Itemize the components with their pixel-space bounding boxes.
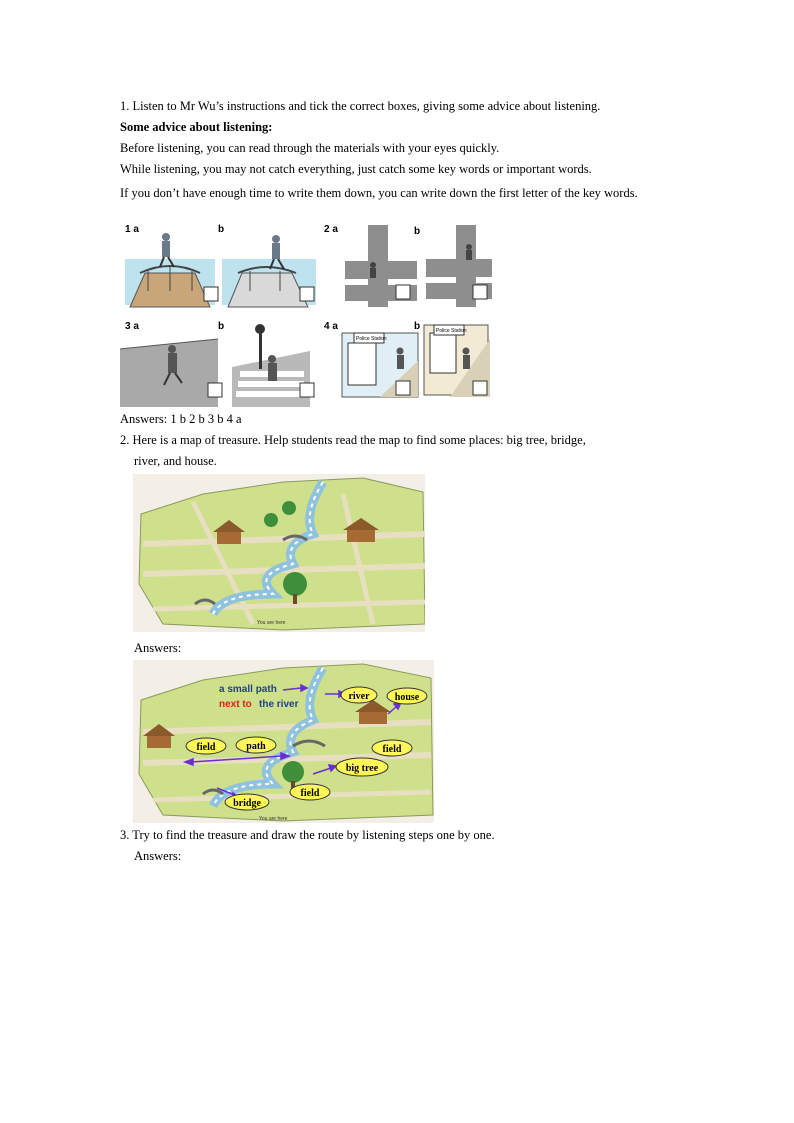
instruction-pictures xyxy=(120,221,492,409)
svg-text:path: path xyxy=(246,741,266,752)
label-2a: 2 a xyxy=(324,224,338,235)
svg-text:big tree: big tree xyxy=(345,763,379,774)
advice-title: Some advice about listening: xyxy=(120,120,273,134)
question-1-heading: 1. Listen to Mr Wu’s instructions and tick the correct boxes, giving some advice about listening. xyxy=(120,99,601,113)
picture-3a xyxy=(120,321,218,407)
treasure-map xyxy=(133,474,425,632)
police-sign-4a: Police Station xyxy=(356,336,387,342)
label-4b: b xyxy=(414,321,421,332)
advice-line-1: Before listening, you can read through the materials with your eyes quickly. xyxy=(120,141,500,155)
answers-section-1: Answers: 1 b 2 b 3 b 4 a xyxy=(120,412,242,426)
bubble-field-bottom xyxy=(290,784,330,800)
bubble-field-left xyxy=(186,738,226,754)
checkbox-3b[interactable] xyxy=(300,383,314,397)
label-3a: 3 a xyxy=(125,321,139,332)
label-1b: b xyxy=(218,224,225,235)
bubble-big-tree xyxy=(336,758,388,776)
checkbox-3a[interactable] xyxy=(208,383,222,397)
label-next-to: next to xyxy=(219,699,252,710)
checkbox-2a[interactable] xyxy=(396,285,410,299)
treasure-map-answers xyxy=(133,660,434,823)
you-are-here-label: You are here xyxy=(259,816,288,822)
police-sign-4b: Police Station xyxy=(436,328,467,334)
svg-text:river: river xyxy=(348,691,370,702)
bubble-bridge xyxy=(225,794,269,810)
svg-text:field: field xyxy=(382,744,402,755)
checkbox-1b[interactable] xyxy=(300,287,314,301)
bubble-path xyxy=(236,737,276,753)
label-3b: b xyxy=(218,321,225,332)
picture-3b xyxy=(218,321,310,407)
bubble-house xyxy=(387,688,427,704)
label-4a: 4 a xyxy=(324,321,338,332)
you-are-here-label: You are here xyxy=(257,620,286,626)
svg-text:field: field xyxy=(300,788,320,799)
label-1a: 1 a xyxy=(125,224,139,235)
question-2-heading-cont: river, and house. xyxy=(134,454,217,468)
checkbox-1a[interactable] xyxy=(204,287,218,301)
svg-text:field: field xyxy=(196,742,216,753)
answers-label-section-3: Answers: xyxy=(134,849,182,863)
svg-text:bridge: bridge xyxy=(233,798,261,809)
checkbox-4a[interactable] xyxy=(396,381,410,395)
label-2b: b xyxy=(414,226,421,237)
label-small-path: a small path xyxy=(219,684,277,695)
label-the-river: the river xyxy=(259,699,299,710)
bubble-river xyxy=(341,687,377,703)
advice-line-2: While listening, you may not catch everything, just catch some key words or important words. xyxy=(120,162,592,176)
svg-text:house: house xyxy=(394,692,420,703)
checkbox-4b[interactable] xyxy=(473,381,487,395)
answers-label-section-2: Answers: xyxy=(134,641,182,655)
checkbox-2b[interactable] xyxy=(473,285,487,299)
bubble-field-right xyxy=(372,740,412,756)
advice-line-3: If you don’t have enough time to write them down, you can write down the first letter of the key words. xyxy=(120,186,638,200)
question-3-heading: 3. Try to find the treasure and draw the route by listening steps one by one. xyxy=(120,828,495,842)
question-2-heading: 2. Here is a map of treasure. Help students read the map to find some places: big tree, bridge, xyxy=(120,433,586,447)
